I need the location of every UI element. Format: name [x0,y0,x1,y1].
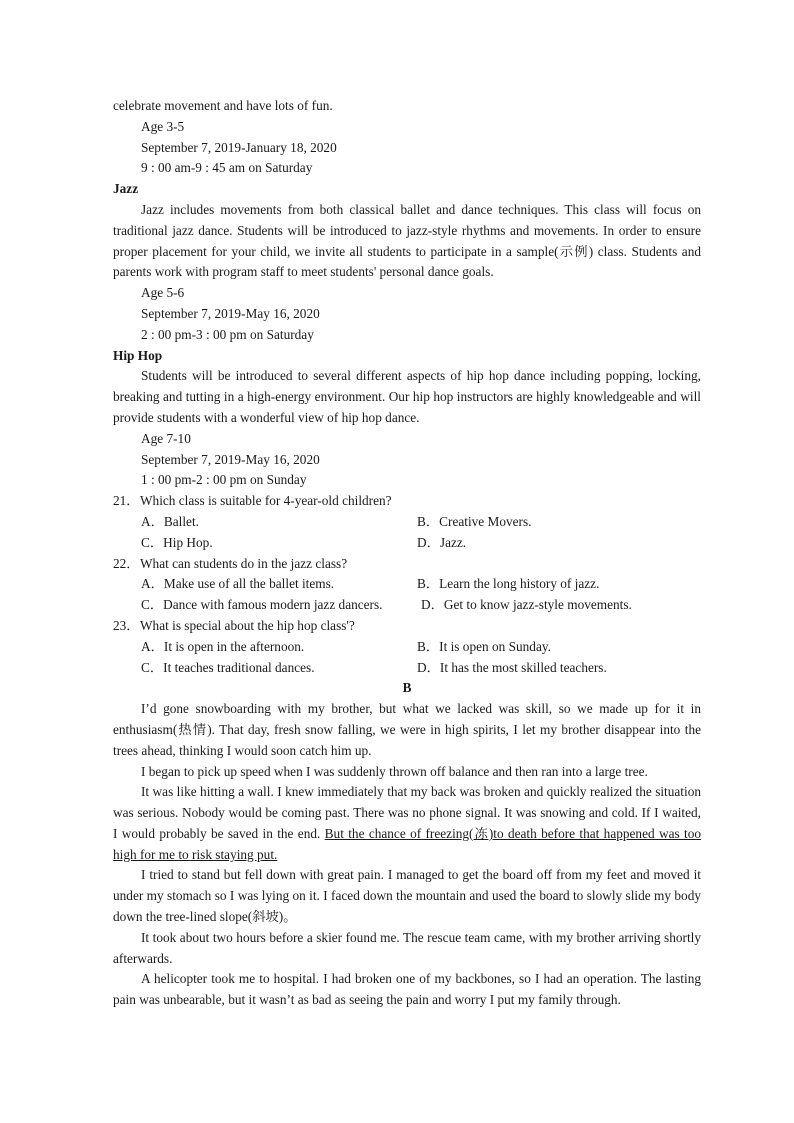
question-number: 23． [113,617,140,633]
passage-b-label: B [402,680,412,696]
hiphop-description: Students will be introduced to several different aspects of hip hop dance including popping, locking, breaking and tutting in a high-energy environment. Our hip hop instructors are highly knowledgeable and will provide students with a wonderful view of hip hop dance. [113,368,701,425]
option-c: C．It teaches traditional dances. [141,659,315,675]
passage-b-paragraph-3 [113,782,701,865]
option-a: A．Ballet. [141,513,199,529]
document-page [113,96,701,1011]
creative-movers-dates: September 7, 2019-January 18, 2020 [141,139,337,155]
option-b: B．Learn the long history of jazz. [417,576,600,592]
hiphop-age: Age 7-10 [141,430,191,446]
options-row [113,512,701,533]
passage-b-paragraph-6: A helicopter took me to hospital. I had broken one of my backbones, so I had an operation. The lasting pain was unbearable, but it wasn’t as bad as seeing the pain and worry I put my family through. [113,971,701,1008]
paragraph-text: It was like hitting a wall. I knew immediately that my back was broken and quickly realized the situation was serious. Nobody would be coming past. There was no phone signal. It was snowing and cold. If I waited, I would probably be saved in the end. [113,784,701,841]
option-d: D．Get to know jazz-style movements. [421,597,632,613]
passage-b-paragraph-2: I began to pick up speed when I was suddenly thrown off balance and then ran into a large tree. [141,763,648,779]
options-row [113,574,701,595]
passage-b-paragraph-5: It took about two hours before a skier found me. The rescue team came, with my brother arriving shortly afterwards. [113,929,701,966]
jazz-description: Jazz includes movements from both classical ballet and dance techniques. This class will focus on traditional jazz dance. Students will be introduced to jazz-style rhythms and movements. In order to ensure proper placement for your child, we invite all students to participate in a sample(示例) class. Students and parents work with program staff to meet students' personal dance goals. [113,201,701,280]
jazz-dates: September 7, 2019-May 16, 2020 [141,305,320,321]
question-23 [113,616,701,637]
option-c: C．Hip Hop. [141,534,213,550]
option-c: C．Dance with famous modern jazz dancers. [141,597,383,613]
passage-b-paragraph-1: I’d gone snowboarding with my brother, but what we lacked was skill, so we made up for it in enthusiasm(热情). That day, fresh snow falling, we were in high spirits, I let my brother disappear into the trees ahead, thinking I would soon catch him up. [113,701,701,758]
option-b: B．It is open on Sunday. [417,638,551,654]
creative-movers-age: Age 3-5 [141,118,185,134]
option-a: A．Make use of all the ballet items. [141,576,335,592]
options-row [113,637,701,658]
option-a: A．It is open in the afternoon. [141,638,305,654]
question-22 [113,554,701,575]
question-number: 21． [113,493,140,509]
options-row [113,595,701,616]
question-text: What is special about the hip hop class'? [140,617,355,633]
passage-b-paragraph-4: I tried to stand but fell down with great pain. I managed to get the board off from my feet and moved it under my stomach so I was lying on it. I faced down the mountain and used the board to slowly slide my body down the tree-lined slope(斜坡)。 [113,867,701,925]
question-number: 22． [113,555,140,571]
options-row [113,533,701,554]
option-d: D．It has the most skilled teachers. [417,659,607,675]
question-text: Which class is suitable for 4-year-old children? [140,493,392,509]
hiphop-heading: Hip Hop [113,347,163,363]
option-b: B．Creative Movers. [417,513,532,529]
jazz-heading: Jazz [113,181,139,197]
underlined-sentence: But the chance of freezing(冻)to death before that happened was too high for me to risk staying put. [113,825,701,862]
jazz-time: 2 : 00 pm-3 : 00 pm on Saturday [141,326,314,342]
creative-movers-time: 9 : 00 am-9 : 45 am on Saturday [141,160,313,176]
option-d: D．Jazz. [417,534,467,550]
jazz-age: Age 5-6 [141,285,185,301]
hiphop-time: 1 : 00 pm-2 : 00 pm on Sunday [141,472,307,488]
intro-tail: celebrate movement and have lots of fun. [113,98,333,113]
hiphop-dates: September 7, 2019-May 16, 2020 [141,451,320,467]
question-21 [113,491,701,512]
options-row [113,658,701,679]
question-text: What can students do in the jazz class? [140,555,348,571]
